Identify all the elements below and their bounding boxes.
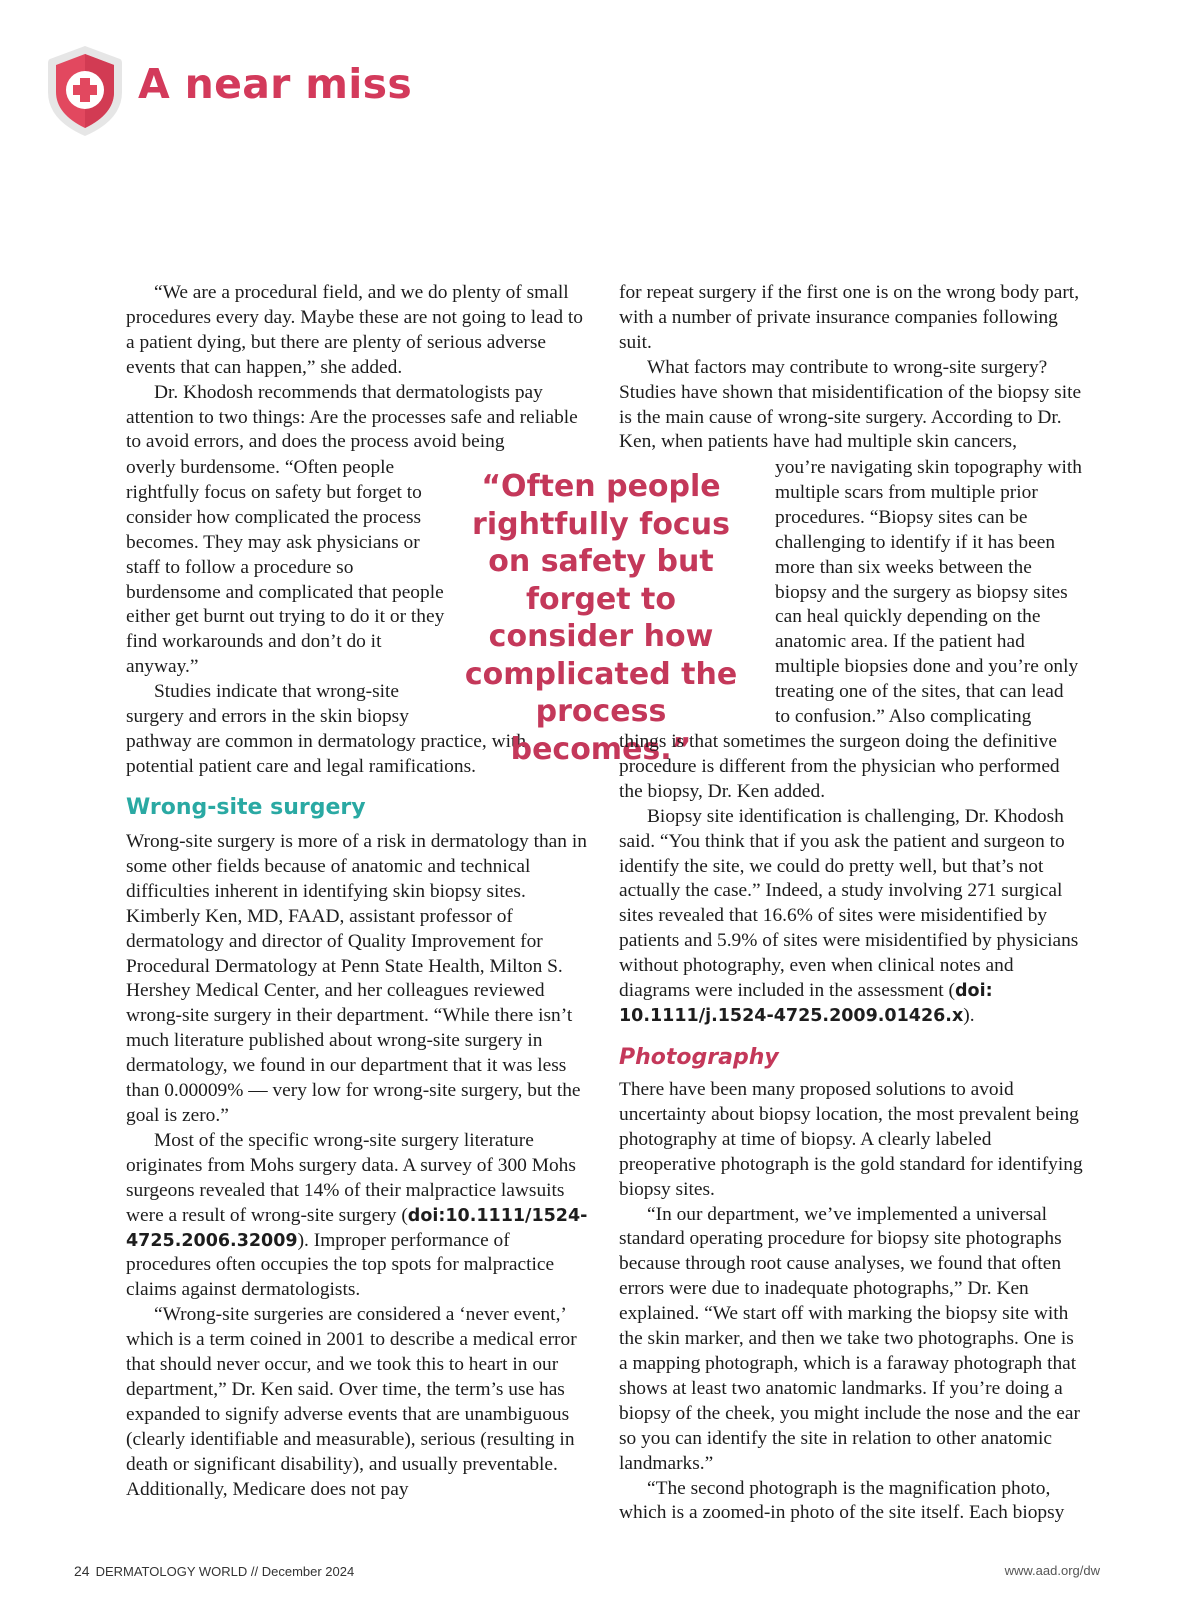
left-column-wrap xyxy=(126,456,446,730)
paragraph: things is that sometimes the surgeon doing the definitive procedure is different from the physician who performed the biopsy, Dr. Ken added. xyxy=(619,731,1060,802)
paragraph: “The second photograph is the magnification photo, which is a zoomed-in photo of the site itself. Each biopsy xyxy=(619,1477,1065,1524)
footer-publication xyxy=(74,1563,354,1579)
paragraph: “Wrong-site surgeries are considered a ‘never event,’ which is a term coined in 2001 to describe a medical error that should never occur, and we took this to heart in our department,” Dr. Ken said. Over time, the term’s use has expanded to signify adverse events that are unambiguous (clearly identifiable and measurable), serious (resulting in death or significant disability), and usually preventable. Additionally, Medicare does not pay xyxy=(126,1304,577,1500)
left-column-top xyxy=(126,281,592,455)
paragraph: What factors may contribute to wrong-site surgery? Studies have shown that misidentification of the biopsy site is the main cause of wrong-site surgery. According to Dr. Ken, when patients have had multiple skin cancers, xyxy=(619,356,1082,453)
paragraph: pathway are common in dermatology practice, with potential patient care and legal ramifications. xyxy=(126,731,527,777)
page-title: A near miss xyxy=(138,60,413,108)
paragraph: Studies indicate that wrong-site surgery and errors in the skin biopsy xyxy=(126,681,409,728)
paragraph: “We are a procedural field, and we do plenty of small procedures every day. Maybe these are not going to lead to a patient dying, but there are plenty of serious adverse events that can happen,” she added. xyxy=(126,282,583,378)
paragraph: There have been many proposed solutions to avoid uncertainty about biopsy location, the most prevalent being photography at time of biopsy. A clearly labeled preoperative photograph is the gold standard for identifying biopsy sites. xyxy=(619,1079,1083,1200)
left-column-bottom xyxy=(126,830,592,1502)
footer-url[interactable]: www.aad.org/dw xyxy=(1004,1563,1100,1578)
paragraph: “In our department, we’ve implemented a universal standard operating procedure for biopsy site photographs because through root cause analyses, we found that often errors were due to inadequate photographs,” Dr. Ken explained. “We start off with marking the biopsy site with the skin marker, and then we take two photographs. One is a mapping photograph, which is a faraway photograph that shows at least two anatomic landmarks. If you’re doing a biopsy of the cheek, you might include the nose and the ear so you can identify the site in relation to other anatomic landmarks.” xyxy=(619,1203,1080,1474)
paragraph: overly burdensome. “Often people rightfully focus on safety but forget to consider how complicated the process becomes. They may ask physicians or staff to follow a procedure so burdensome and complicated that people either get burnt out trying to do it or they find workarounds and don’t do it anyway.” xyxy=(126,457,445,678)
medical-cross-shield-icon xyxy=(42,42,128,140)
pull-quote: “Often people rightfully focus on safety but forget to consider how complicated the process becomes.” xyxy=(464,469,738,767)
section-heading-wrong-site-surgery: Wrong-site surgery xyxy=(126,795,366,820)
right-column-continuation xyxy=(619,730,1083,1029)
right-column-wrap xyxy=(775,456,1083,730)
section-heading-photography: Photography xyxy=(619,1045,779,1070)
right-column-bottom xyxy=(619,1078,1083,1526)
doi-reference: doi:10.1111/1524-4725.2006.32009 xyxy=(126,1205,588,1251)
paragraph: Biopsy site identification is challenging, Dr. Khodosh said. “You think that if you ask the patient and surgeon to identify the site, we could do pretty well, but that’s not actually the case.” Indeed, a study involving 271 surgical sites revealed that 16.6% of sites were misidentified by patients and 5.9% of sites were misidentified by physicians without photography, even when clinical notes and diagrams were included in the assessment (doi: 10.1111/j.1524-4725.2009.01426.x). xyxy=(619,805,1079,1026)
paragraph: Most of the specific wrong-site surgery literature originates from Mohs surgery data. A survey of 300 Mohs surgeons revealed that 14% of their malpractice lawsuits were a result of wrong-site surgery (doi:10.1111/1524-4725.2006.32009). Improper performance of procedures often occupies the top spots for malpractice claims against dermatologists. xyxy=(126,1129,588,1301)
paragraph: you’re navigating skin topography with multiple scars from multiple prior procedures. “Biopsy sites can be challenging to identify if it has been more than six weeks between the biopsy and the surgery as biopsy sites can heal quickly depending on the anatomic area. If the patient had multiple biopsies done and you’re only treating one of the sites, that can lead to confusion.” Also complicating xyxy=(775,457,1082,728)
publication-name: DERMATOLOGY WORLD // December 2024 xyxy=(95,1564,355,1579)
paragraph: Dr. Khodosh recommends that dermatologists pay attention to two things: Are the processes safe and reliable to avoid errors, and does the process avoid being xyxy=(126,381,578,453)
doi-reference: doi: 10.1111/j.1524-4725.2009.01426.x xyxy=(619,981,993,1026)
paragraph: for repeat surgery if the first one is on the wrong body part, with a number of private insurance companies following suit. xyxy=(619,282,1080,353)
right-column-top xyxy=(619,281,1083,455)
page-number: 24 xyxy=(74,1563,90,1579)
paragraph: Wrong-site surgery is more of a risk in dermatology than in some other fields because of anatomic and technical difficulties inherent in identifying skin biopsy sites. Kimberly Ken, MD, FAAD, assistant professor of dermatology and director of Quality Improvement for Procedural Dermatology at Penn State Health, Milton S. Hershey Medical Center, and her colleagues reviewed wrong-site surgery in their department. “While there isn’t much literature published about wrong-site surgery in dermatology, we found in our department that it was less than 0.00009% — very low for wrong-site surgery, but the goal is zero.” xyxy=(126,831,587,1126)
